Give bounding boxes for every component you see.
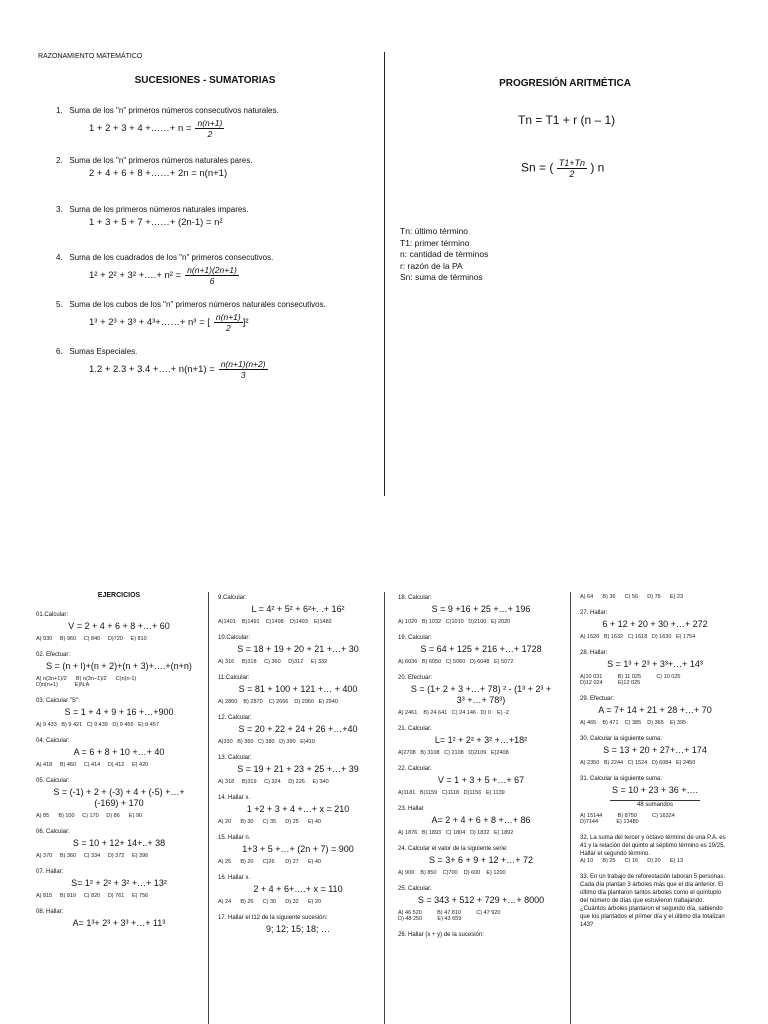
exercise-expression: V = 2 + 4 + 6 + 8 +…+ 60 (68, 621, 170, 631)
formula-expression: 1.2 + 2.3 + 3.4 +….+ n(n+1) = $\frac{n(n+1)(n+2)}{3}$ (89, 359, 266, 380)
exercise-item (36, 737, 202, 768)
exercise-options: A) 1520 B) 1632 C) 1618 D) 1630 E) 1754 (580, 634, 696, 640)
exercise-expression: A = 7+ 14 + 21 + 28 +…+ 70 (598, 705, 712, 715)
exercise-item (36, 777, 202, 819)
pa-legend-item: T1: primer término (400, 237, 470, 248)
exercise-expression: L= 1² + 2² + 3² +…+18² (434, 735, 528, 745)
exercise-item (218, 754, 378, 785)
exercise-question: 32. La suma del tercer y octavo término de una P.A. es 41 y la relación del quinto al séptimo término es 19/25. Hallar el segundo término. (580, 835, 726, 857)
col-sep-2 (384, 592, 385, 1024)
exercise-expression: S = 19 + 21 + 23 + 25 +…+ 39 (237, 764, 359, 774)
exercise-question: 33. En un trabajo de reforestación laboran 5 personas. Cada día plantan 3 árboles más que el día anterior. El último día plantaron tantos árboles como el quíntuplo del número de días que estuvieron trabajando. ¿Cuántos árboles plantaron el segundo día, sabiendo que los plantados el primer día y el último día totalizan 143? (580, 874, 726, 928)
exercise-options: A) 316 B)318 C) 360 D)312 E) 332 (218, 659, 328, 665)
exercise-expression: S= 1² + 2² + 3² +…+ 13² (71, 878, 167, 888)
exercise-question: 03. Calcular "S": (36, 698, 80, 704)
pa-legend (400, 226, 488, 284)
sn-formula: Sn = ( $\frac{T1+Tn}{2}$ ) n (521, 158, 605, 179)
col-sep-1 (208, 592, 209, 1024)
tn-formula: Tn = T1 + r (n – 1) (518, 113, 616, 127)
exercise-item (580, 695, 730, 726)
exercise-question: 25. Calcular: (398, 886, 432, 892)
exercise-expression: 2 + 4 + 6+….+ x = 110 (253, 884, 343, 894)
exercise-expression: S = 1³ + 2³ + 3³+…+ 14³ (607, 659, 703, 669)
exercise-options: A) 930 B) 960 C) 840 D)720 E) 810 (36, 636, 147, 642)
exercise-item (398, 674, 564, 716)
exercise-options: A)330 B) 360 C) 380 D) 390 E)410 (218, 739, 315, 745)
exercise-question: 14. Hallar x. (218, 795, 251, 801)
exercise-options: A) 46 520 B) 47 810 C) 47 920 D) 48 250 E) 43 659 (398, 910, 501, 922)
exercise-question: 18. Calcular: (398, 595, 432, 601)
right-title: PROGRESIÓN ARITMÉTICA (499, 78, 631, 89)
formula-expression: 1 + 3 + 5 + 7 +……+ (2n-1) = n² (89, 217, 223, 228)
exercise-expression: 6 + 12 + 20 + 30 +…+ 272 (602, 619, 708, 629)
exercise-expression: 1+3 + 5 +…+ (2n + 7) = 900 (242, 844, 354, 854)
exercise-options: A) 2860 B) 2870 C) 2666 D) 2960 E) 2940 (218, 699, 338, 705)
exercise-options: A) n(3n+1)/2 B) n(3n−1)/2 C)n(n-1) D)n(n+1) E)N.A (36, 676, 137, 688)
exercise-options: A) 10 B) 25 C) 16 D) 20 E) 13 (580, 858, 684, 864)
exercises-col-2 (218, 592, 378, 944)
exercise-expression: S = 13 + 20 + 27+…+ 174 (603, 745, 707, 755)
exercises-col-1 (36, 592, 202, 938)
exercises-col-4 (580, 592, 730, 938)
exercise-item (580, 609, 730, 640)
exercise-expression: S = 343 + 512 + 729 +…+ 8000 (417, 895, 545, 905)
exercise-expression: S = (n + l)+(n + 2)+(n + 3)+….+(n+n) (46, 661, 192, 671)
exercise-item (398, 594, 564, 625)
exercise-item (218, 594, 378, 625)
exercise-question: 21. Calcular: (398, 726, 432, 732)
left-title: SUCESIONES - SUMATORIAS (134, 75, 276, 86)
exercise-item (580, 594, 730, 600)
exercise-item (398, 805, 564, 836)
exercise-item (36, 828, 202, 859)
exercise-question: 22. Calcular: (398, 766, 432, 772)
exercise-options: A) 15144 B) 8750 C) 16324 D)7144 E) 13480 (580, 813, 675, 825)
exercise-expression: S = (1+ 2 + 3 +…+ 78) ² - (1³ + 2³ + 3³ +…+ 78³) (410, 684, 552, 705)
exercise-item (36, 651, 202, 688)
formula-label: 6. Sumas Especiales. (56, 347, 138, 356)
exercises-col-3 (398, 592, 564, 948)
exercise-expression: S = 64 + 125 + 216 +…+ 1728 (420, 644, 542, 654)
formula-label: 3. Suma de los primeros números naturales impares. (56, 205, 249, 214)
exercise-question: 02. Efectuar: (36, 652, 71, 658)
exercise-question: 04. Calcular: (36, 738, 70, 744)
exercise-expression: S = (-1) + 2 + (-3) + 4 + (-5) +…+ (-169) + 170 (53, 787, 185, 808)
formula-label: 1. Suma de los "n" primeros números consecutivos naturales. (56, 106, 279, 115)
exercise-question: 29. Efectuar: (580, 696, 615, 702)
exercise-options: A) 9 433 B) 9 421 C) 9 439 D) 9 455 E) 9 457 (36, 722, 159, 728)
exercise-expression: A = 6 + 8 + 10 +…+ 40 (73, 747, 165, 757)
exercise-expression: A= 1³+ 2³ + 3³ +…+ 11³ (72, 918, 166, 928)
exercise-item (218, 714, 378, 745)
exercise-question: 28. Hallar: (580, 650, 608, 656)
col-sep-3 (570, 592, 571, 1024)
exercise-options: A) 1020 B) 1032 C)1010 D)2100 E) 2020 (398, 619, 511, 625)
exercise-question: 17. Hallar el t12 de la siguiente sucesión: (218, 915, 328, 921)
exercise-item (36, 868, 202, 899)
exercise-item (398, 931, 564, 939)
exercise-options: A) 24 B) 26 C) 30 D) 32 E) 20 (218, 899, 322, 905)
exercise-question: 24. Calcular el valor de la siguiente serie: (398, 846, 508, 852)
exercise-question: 11.Calcular: (218, 675, 250, 681)
exercise-question: 26. Hallar (x + y) de la sucesión: (398, 932, 484, 938)
exercise-question: 13. Calcular: (218, 755, 252, 761)
exercise-question: 20. Efectuar: (398, 675, 433, 681)
formula-expression: 1 + 2 + 3 + 4 +……+ n = $\frac{n(n+1)}{2}$ (89, 118, 223, 139)
exercise-question: 05. Calcular: (36, 778, 70, 784)
exercise-item (398, 725, 564, 756)
exercise-item (218, 914, 378, 935)
exercise-options: A) 2461 B) 24 641 C) 24 146 D) 0 E) -2 (398, 710, 509, 716)
exercise-question: 19. Calcular: (398, 635, 432, 641)
exercise-options: A) 25 B) 20 C)26 D) 27 E) 40 (218, 859, 322, 865)
exercise-question: 12. Calcular: (218, 715, 252, 721)
exercise-options: A) 815 B) 819 C) 820 D) 761 E) 756 (36, 893, 149, 899)
exercise-options: A)1181 B)1159 C)1118 D)1156 E) 1139 (398, 790, 505, 796)
exercise-question: 15. Hallar n. (218, 835, 251, 841)
exercise-question: 23. Hallar (398, 806, 424, 812)
exercise-item (218, 834, 378, 865)
exercise-options: A) 318 B)319 C) 324 D) 226 E) 340 (218, 779, 329, 785)
exercise-options: A) 418 B) 460 C) 414 D) 412 E) 420 (36, 762, 149, 768)
exercises-title: EJERCICIOS (97, 592, 141, 599)
exercise-expression: 9; 12; 15; 18; … (265, 924, 331, 934)
exercise-expression: 1 +2 + 3 + 4 +…+ x = 210 (246, 804, 350, 814)
exercise-question: 27. Hallar: (580, 610, 608, 616)
exercise-expression: S = 3+ 6 + 9 + 12 +…+ 72 (428, 855, 534, 865)
exercise-question: 30. Calcular la siguiente suma: (580, 736, 663, 742)
exercise-note: 48 sumandos (610, 800, 700, 809)
exercise-item (580, 649, 730, 686)
exercise-expression: A= 2 + 4 + 6 + 8 +…+ 86 (431, 815, 531, 825)
exercise-options: A)1401 B)1491 C)1498 D)1493 E)1482 (218, 619, 332, 625)
exercise-expression: S = 10 + 12+ 14+..+ 38 (72, 838, 166, 848)
exercise-item (580, 735, 730, 766)
pa-legend-item: Sn: suma de términos (400, 272, 483, 282)
formula-expression: 1² + 2² + 3² +….+ n² = $\frac{n(n+1)(2n+1)}{6}$ (89, 265, 237, 286)
exercise-options: A) 2350 B) 2244 C) 1524 D) 6084 E) 2450 (580, 760, 696, 766)
exercise-expression: S = 1 + 4 + 9 + 16 +…+900 (64, 707, 174, 717)
exercise-expression: S = 20 + 22 + 24 + 26 +…+40 (238, 724, 358, 734)
exercise-options: A)2708 B) 3108 C) 2108 D)2109 E)2408 (398, 750, 509, 756)
exercise-question: 07. Hallar: (36, 869, 64, 875)
formula-label: 5. Suma de los cubos de los "n" primeros números naturales consecutivos. (56, 300, 326, 309)
formula-label: 4. Suma de los cuadrados de los "n" primeros consecutivos. (56, 253, 274, 262)
exercise-question: 31. Calcular la siguiente suma: (580, 776, 663, 782)
exercise-item (218, 794, 378, 825)
column-divider (384, 52, 385, 496)
exercise-options: A)10 031 B) 11 025 C) 10 025 D)12 024 E)12 025 (580, 674, 681, 686)
exercise-item (580, 873, 730, 929)
exercise-item (218, 674, 378, 705)
exercise-expression: S = 9 +16 + 25 +…+ 196 (431, 604, 531, 614)
exercise-question: 06. Calcular: (36, 829, 70, 835)
exercise-item (218, 874, 378, 905)
exercise-options: A) 1876 B) 1893 C) 1804 D) 1832 E) 1892 (398, 830, 514, 836)
exercise-expression: V = 1 + 3 + 5 +…+ 67 (437, 775, 525, 785)
exercise-expression: S = 18 + 19 + 20 + 21 +…+ 30 (237, 644, 359, 654)
exercise-options: A) 370 B) 360 C) 334 D) 372 E) 396 (36, 853, 149, 859)
exercise-options: A) 64 B) 36 C) 56 D) 75 E) 23 (580, 594, 684, 600)
pa-legend-item: r: razón de la PA (400, 260, 463, 271)
exercise-item (36, 611, 202, 642)
exercise-item (398, 765, 564, 796)
exercise-item (398, 634, 564, 665)
exercise-options: A) 85 B) 100 C) 170 D) 86 E) 90 (36, 813, 143, 819)
formula-expression: 1³ + 2³ + 3³ + 4³+……+ n³ = [ $\frac{n(n+1)}{2}$ ]² (89, 312, 249, 333)
exercise-item (36, 697, 202, 728)
exercise-expression: L = 4² + 5² + 6²+. .+ 16² (251, 604, 345, 614)
exercise-question: 16. Hallar x. (218, 875, 251, 881)
exercise-question: 08. Hallar: (36, 909, 64, 915)
pa-legend-item: n: cantidad de términos (400, 249, 489, 259)
exercise-item (36, 908, 202, 929)
formula-expression: 2 + 4 + 6 + 8 +……+ 2n = n(n+1) (89, 168, 228, 179)
exercise-item (398, 885, 564, 922)
exercise-question: 01.Calcular: (36, 612, 69, 618)
exercise-expression: S = 81 + 100 + 121 +… + 400 (238, 684, 358, 694)
formula-label: 2. Suma de los "n" primeros números naturales pares. (56, 156, 253, 165)
exercise-options: A) 6036 B) 6050 C) 5060 D) 6048 E) 5072 (398, 659, 514, 665)
exercise-options: A) 20 B) 30 C) 35 D) 25 E) 40 (218, 819, 322, 825)
exercise-question: 10.Calcular: (218, 635, 251, 641)
pa-legend-item: Tn: último término (400, 226, 469, 236)
exercise-question: 9.Calcular: (218, 595, 247, 601)
exercise-item (398, 845, 564, 876)
exercise-options: A) 900 B) 850 C)700 D) 600 E) 1200 (398, 870, 506, 876)
course-label: RAZONAMIENTO MATEMÁTICO (38, 53, 143, 60)
exercise-expression: S = 10 + 23 + 36 +…. (611, 785, 699, 795)
exercise-item (580, 775, 730, 825)
exercise-options: A) 465 B) 471 C) 385 D) 365 E) 395 (580, 720, 687, 726)
exercise-item (580, 834, 730, 864)
exercise-item (218, 634, 378, 665)
